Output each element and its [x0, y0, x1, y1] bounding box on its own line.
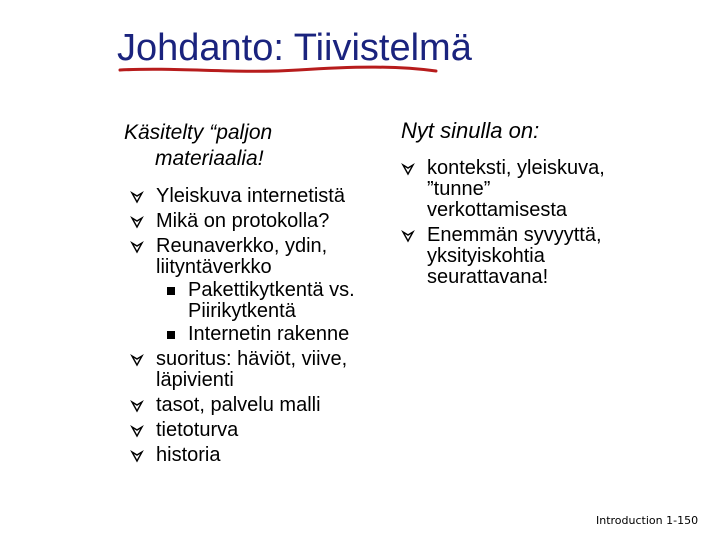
- sub-list-item: [156, 280, 394, 322]
- left-column: [124, 120, 394, 470]
- list-item-text: Reunaverkko, ydin, liityntäverkko: [156, 235, 328, 278]
- list-item: [124, 395, 394, 416]
- diamond-arrow-bullet-icon: [401, 229, 415, 243]
- right-bullet-list: [401, 158, 631, 288]
- title-underline: [118, 62, 438, 78]
- diamond-arrow-bullet-icon: [130, 399, 144, 413]
- list-item: [124, 236, 394, 345]
- right-intro: Nyt sinulla on:: [401, 118, 540, 143]
- sub-bullet-list: [156, 280, 394, 345]
- list-item-text: konteksti, yleiskuva, ”tunne” verkottamisesta: [427, 157, 605, 221]
- list-item: [124, 186, 394, 207]
- list-item: [124, 349, 394, 391]
- square-bullet-icon: [167, 287, 175, 295]
- diamond-arrow-bullet-icon: [130, 190, 144, 204]
- diamond-arrow-bullet-icon: [130, 424, 144, 438]
- slide-title: Johdanto: Tiivistelmä: [117, 27, 472, 69]
- list-item-text: tasot, palvelu malli: [156, 394, 321, 416]
- sub-list-item-text: Internetin rakenne: [188, 323, 350, 345]
- list-item-text: tietoturva: [156, 419, 239, 441]
- right-column: [401, 118, 631, 292]
- diamond-arrow-bullet-icon: [130, 215, 144, 229]
- diamond-arrow-bullet-icon: [130, 353, 144, 367]
- square-bullet-icon: [167, 331, 175, 339]
- left-intro-line2: materiaalia!: [155, 147, 264, 170]
- list-item-text: suoritus: häviöt, viive, läpivienti: [156, 348, 348, 391]
- list-item: [401, 225, 631, 288]
- diamond-arrow-bullet-icon: [130, 240, 144, 254]
- list-item: [124, 445, 394, 466]
- diamond-arrow-bullet-icon: [130, 449, 144, 463]
- list-item: [401, 158, 631, 221]
- list-item-text: Mikä on protokolla?: [156, 210, 330, 232]
- left-bullet-list: [124, 186, 394, 466]
- left-intro: [124, 120, 394, 172]
- list-item: [124, 420, 394, 441]
- list-item-text: Enemmän syvyyttä, yksityiskohtia seurattavana!: [427, 224, 602, 288]
- list-item-text: historia: [156, 444, 221, 466]
- list-item: [124, 211, 394, 232]
- left-intro-line1: Käsitelty “paljon: [124, 121, 273, 144]
- diamond-arrow-bullet-icon: [401, 162, 415, 176]
- list-item-text: Yleiskuva internetistä: [156, 185, 345, 207]
- slide-footer: Introduction 1-150: [596, 514, 699, 527]
- sub-list-item: [156, 324, 394, 345]
- sub-list-item-text: Pakettikytkentä vs. Piirikytkentä: [188, 279, 355, 322]
